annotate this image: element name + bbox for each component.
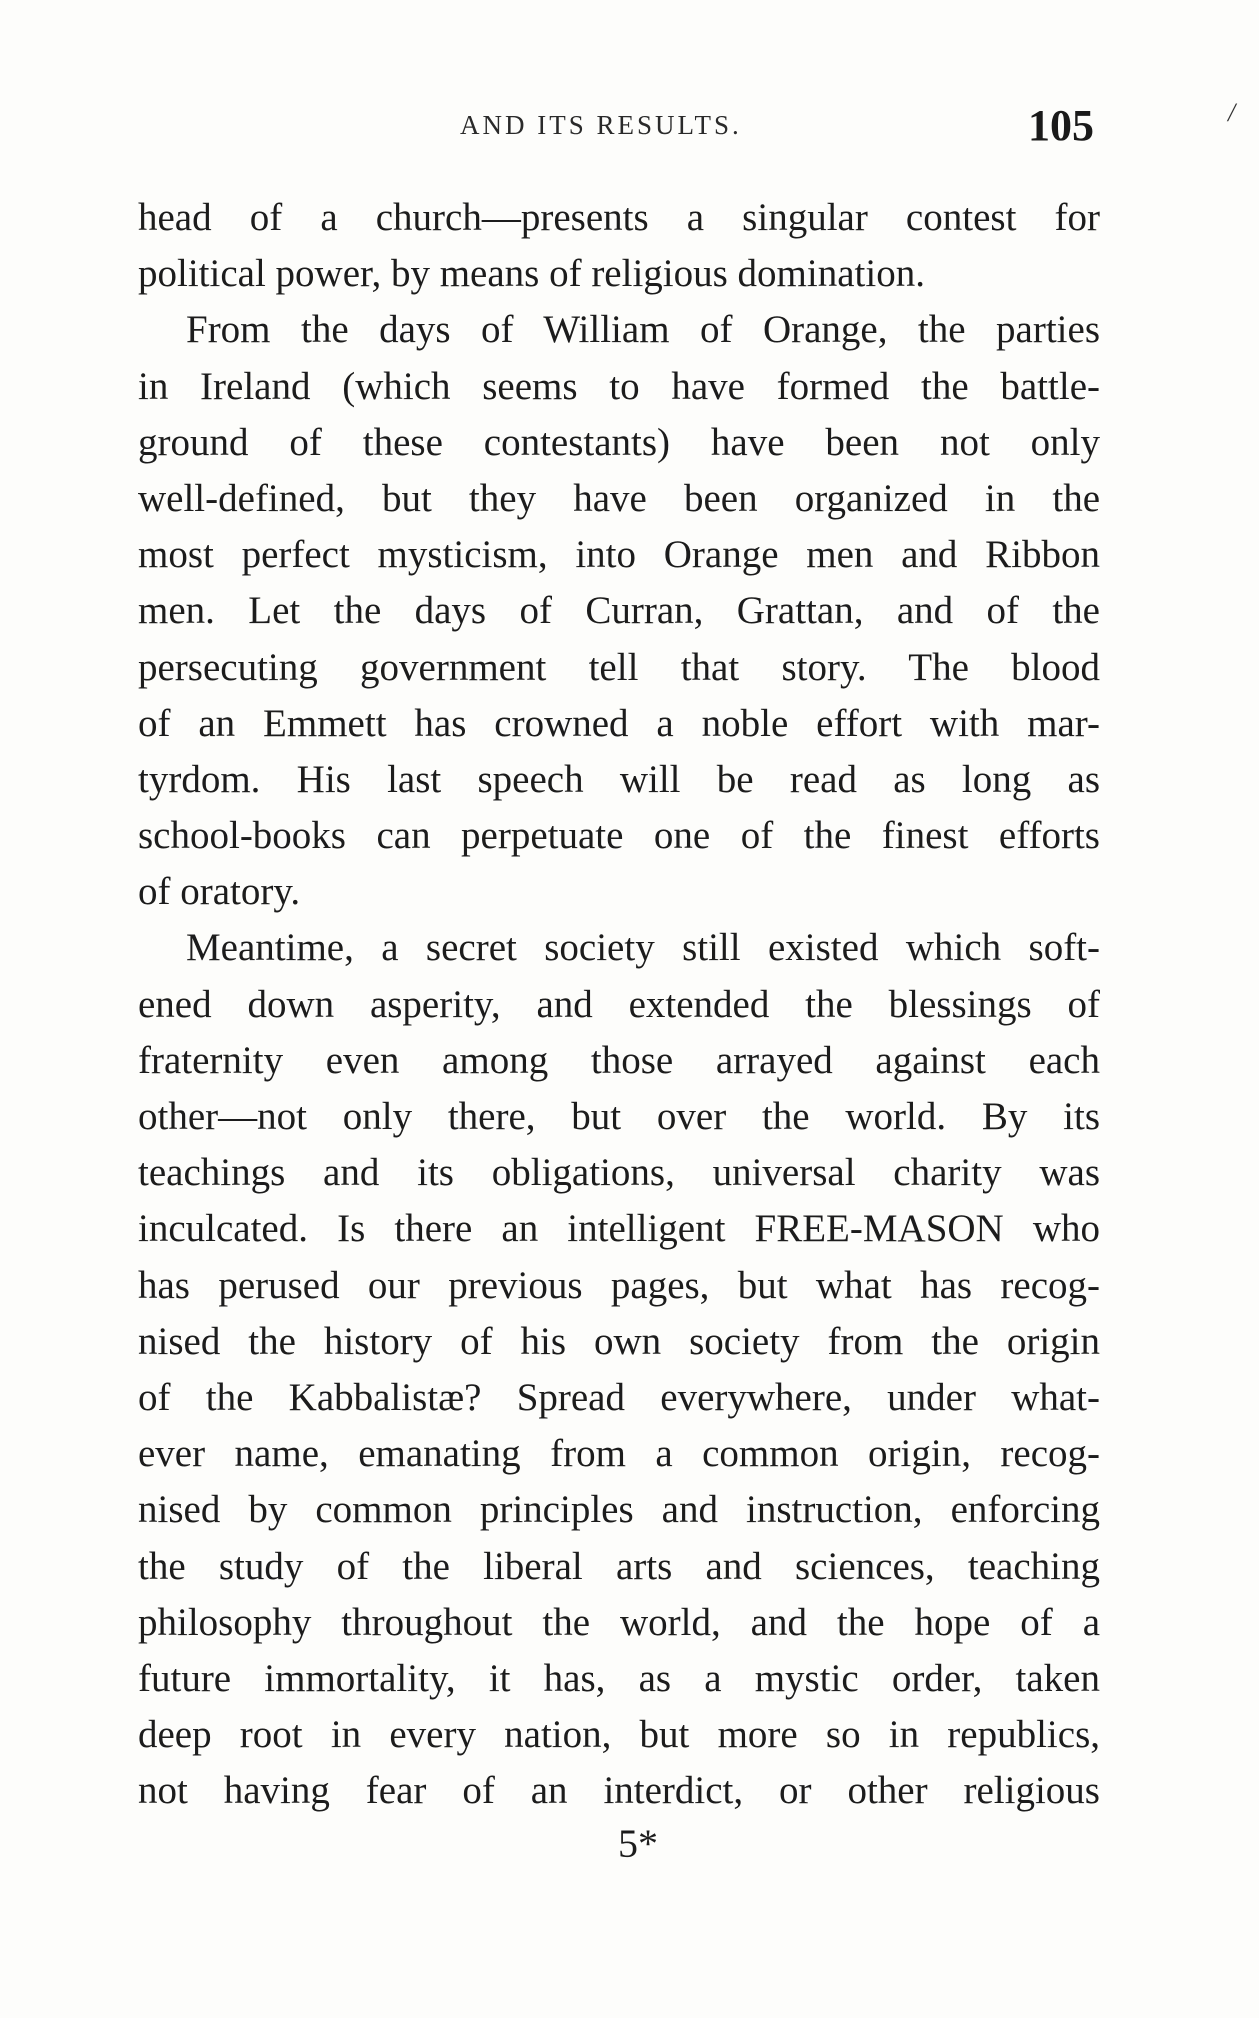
text-line: has perused our previous pages, but what has recog- (138, 1263, 1100, 1307)
text-line: of the Kabbalistæ? Spread everywhere, under what- (138, 1375, 1100, 1419)
text-line: well-defined, but they have been organized in the (138, 476, 1100, 520)
text-line: future immortality, it has, as a mystic order, taken (138, 1656, 1100, 1700)
text-line: head of a church—presents a singular contest for (138, 196, 1100, 239)
text-line: nised the history of his own society from the origin (138, 1319, 1100, 1363)
text-line: not having fear of an interdict, or other religious (138, 1769, 1100, 1813)
text-line: of an Emmett has crowned a noble effort with mar- (138, 701, 1100, 745)
text-line: fraternity even among those arrayed against each (138, 1038, 1100, 1082)
text-line: the study of the liberal arts and sciences, teaching (138, 1544, 1100, 1588)
text-line: of oratory. (138, 870, 301, 914)
text-line: ened down asperity, and extended the blessings of (138, 982, 1100, 1026)
text-line: in Ireland (which seems to have formed the battle- (138, 364, 1100, 408)
text-line: other—not only there, but over the world. By its (138, 1095, 1100, 1138)
signature-mark: 5* (618, 1821, 658, 1866)
text-line: political power, by means of religious domination. (138, 252, 925, 296)
text-line: teachings and its obligations, universal charity was (138, 1151, 1100, 1195)
text-line: persecuting government tell that story. The blood (138, 645, 1100, 689)
text-line: inculcated. Is there an intelligent FREE-MASON who (138, 1207, 1100, 1251)
text-line: men. Let the days of Curran, Grattan, and of the (138, 589, 1100, 633)
text-line: school-books can perpetuate one of the finest efforts (138, 814, 1100, 858)
text-line: most perfect mysticism, into Orange men and Ribbon (138, 533, 1100, 577)
text-line: ground of these contestants) have been not only (138, 420, 1100, 464)
text-line: ever name, emanating from a common origin, recog- (138, 1432, 1100, 1476)
text-line: nised by common principles and instruction, enforcing (138, 1488, 1100, 1532)
text-line: Meantime, a secret society still existed which soft- (186, 926, 1100, 970)
margin-mark: / (1228, 98, 1236, 127)
text-line: philosophy throughout the world, and the hope of a (138, 1600, 1100, 1644)
running-head: AND ITS RESULTS. (460, 110, 742, 140)
page-number: 105 (1028, 101, 1094, 150)
text-line: From the days of William of Orange, the parties (186, 308, 1100, 352)
text-line: deep root in every nation, but more so in republics, (138, 1713, 1100, 1757)
text-line: tyrdom. His last speech will be read as long as (138, 757, 1100, 801)
body-text (138, 190, 1100, 1819)
